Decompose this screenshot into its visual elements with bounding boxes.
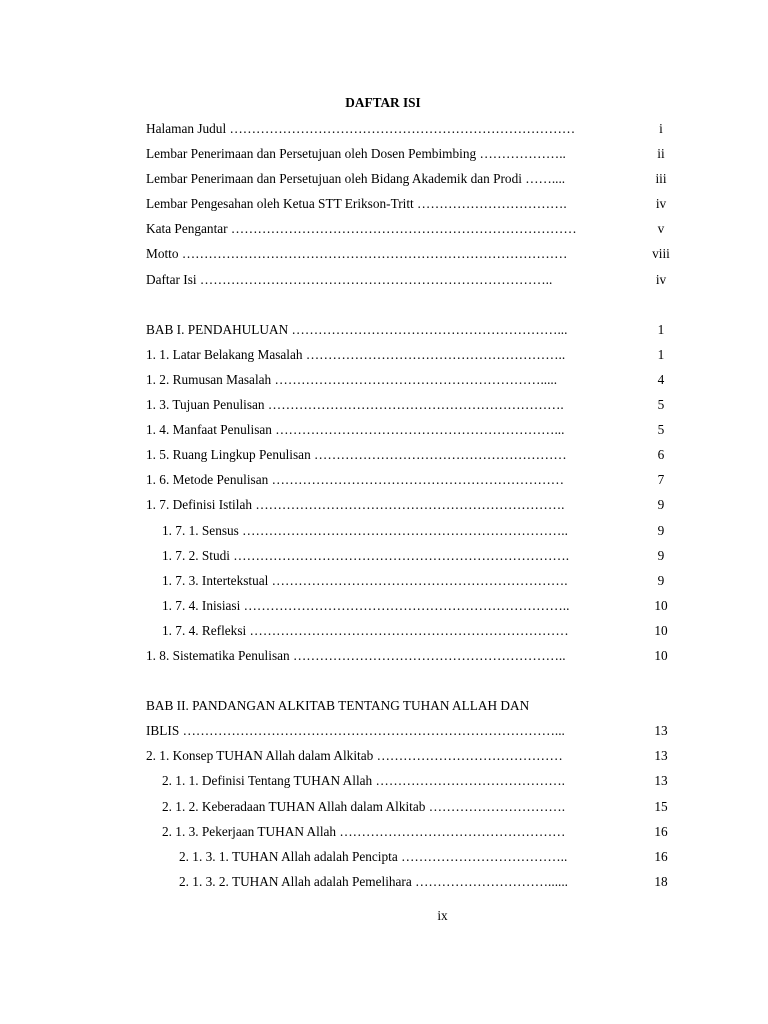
toc-entry-page: 13 [654, 748, 668, 764]
toc-entry [146, 267, 686, 292]
toc-entry-text: 1. 7. 4. Refleksi ……………………………………………………………… [162, 622, 569, 638]
toc-entry-page: 15 [654, 798, 668, 814]
toc-section-bab1 [146, 317, 686, 668]
toc-entry [146, 768, 686, 793]
toc-entry-text: 1. 7. 3. Intertekstual …………………………………………………………. [162, 572, 568, 588]
toc-entry [146, 191, 686, 216]
toc-entry-page: 10 [654, 647, 668, 663]
toc-entry [146, 116, 686, 141]
toc-entry-page: iii [655, 171, 667, 187]
toc-entry-text: 2. 1. 1. Definisi Tentang TUHAN Allah ……………………………………. [162, 773, 566, 789]
toc-entry-page: ii [657, 146, 665, 162]
toc-entry [146, 317, 686, 342]
toc-entry-page: 13 [654, 773, 668, 789]
toc-entry-text: Daftar Isi …………………………………………………………………….. [146, 271, 553, 287]
toc-entry-text: 2. 1. 2. Keberadaan TUHAN Allah dalam Alkitab …………………………. [162, 798, 566, 814]
toc-entry-text: 2. 1. 3. Pekerjaan TUHAN Allah …………………………………………… [162, 823, 566, 839]
toc-section-bab2 [146, 718, 686, 894]
toc-entry-page: 13 [654, 723, 668, 739]
toc-entry [146, 367, 686, 392]
toc-entry-page: 9 [657, 572, 665, 588]
toc-chapter-heading [146, 693, 686, 718]
toc-entry-page: 9 [657, 547, 665, 563]
page-title: DAFTAR ISI [345, 95, 421, 110]
toc-entry-page: 7 [657, 472, 665, 488]
toc-entry [146, 342, 686, 367]
toc-entry-text: Lembar Penerimaan dan Persetujuan oleh Bidang Akademik dan Prodi …….... [146, 171, 566, 187]
toc-entry-page: 5 [657, 397, 665, 413]
toc-entry [146, 518, 686, 543]
toc-entry [146, 643, 686, 668]
toc-entry-text: 1. 2. Rumusan Masalah ……………………………………………………..... [146, 371, 558, 387]
toc-entry-page: 4 [657, 371, 665, 387]
toc-entry-page: viii [652, 246, 670, 262]
toc-entry-page: 9 [657, 497, 665, 513]
toc-entry [146, 618, 686, 643]
toc-entry-page: 6 [657, 447, 665, 463]
toc-entry-text: Halaman Judul …………………………………………………………………… [146, 121, 576, 136]
toc-entry-page: 18 [654, 873, 668, 889]
page-number: ix [437, 908, 448, 923]
toc-entry-page: 10 [654, 622, 668, 638]
toc-entry-text: 1. 7. 1. Sensus ……………………………………………………………….. [162, 522, 568, 538]
toc-entry-text: 1. 7. Definisi Istilah ……………………………………………………………. [146, 497, 565, 513]
toc-entry-text: 1. 5. Ruang Lingkup Penulisan ………………………………………………… [146, 447, 567, 463]
toc-entry-text: 1. 3. Tujuan Penulisan …………………………………………………………. [146, 397, 564, 413]
toc-entry-page: 16 [654, 848, 668, 864]
toc-entry [146, 543, 686, 568]
toc-entry-page: v [657, 221, 665, 237]
toc-entry-text: IBLIS …………………………………………………………………………... [146, 723, 565, 739]
toc-entry-text: BAB I. PENDAHULUAN ……………………………………………………... [146, 321, 568, 337]
toc-entry [146, 718, 686, 743]
section-gap [146, 292, 686, 317]
toc-entry [146, 743, 686, 768]
toc-entry [146, 442, 686, 467]
toc-entry [146, 392, 686, 417]
toc-section-prelim [146, 116, 686, 292]
toc-entry-page: 1 [657, 321, 665, 337]
toc-entry-page: 5 [657, 422, 665, 438]
toc-entry-text: 2. 1. Konsep TUHAN Allah dalam Alkitab …………………………………… [146, 748, 563, 764]
toc-entry-text: 1. 4. Manfaat Penulisan ………………………………………………………... [146, 422, 565, 438]
toc-entry [146, 869, 686, 894]
toc-entry [146, 417, 686, 442]
toc-entry [146, 467, 686, 492]
toc-entry-text: Lembar Penerimaan dan Persetujuan oleh Dosen Pembimbing ……………….. [146, 146, 566, 162]
toc-entry-page: iv [655, 271, 667, 287]
toc-entry [146, 241, 686, 266]
toc-entry [146, 844, 686, 869]
toc-entry [146, 794, 686, 819]
toc-entry-text: Motto …………………………………………………………………………… [146, 246, 568, 262]
toc-entry-page: iv [655, 196, 667, 212]
toc-entry-text: 1. 8. Sistematika Penulisan …………………………………………………….. [146, 647, 566, 663]
toc-entry [146, 216, 686, 241]
toc-entry-text: 1. 6. Metode Penulisan ………………………………………………………… [146, 472, 565, 488]
toc-entry-text: 1. 7. 4. Inisiasi ……………………………………………………………….. [162, 597, 570, 613]
toc-entry-text: BAB II. PANDANGAN ALKITAB TENTANG TUHAN ALLAH DAN [146, 698, 530, 714]
toc-entry-text: 2. 1. 3. 2. TUHAN Allah adalah Pemelihara …………………………...... [179, 873, 569, 889]
table-of-contents [146, 116, 686, 894]
toc-entry-page: i [659, 121, 663, 136]
toc-entry [146, 166, 686, 191]
toc-entry [146, 568, 686, 593]
toc-entry-page: 10 [654, 597, 668, 613]
toc-entry-text: 1. 1. Latar Belakang Masalah ………………………………………………….. [146, 346, 566, 362]
toc-entry-text: Lembar Pengesahan oleh Ketua STT Erikson-Tritt ……………………………. [146, 196, 567, 212]
toc-entry-page: 16 [654, 823, 668, 839]
toc-entry-page: 9 [657, 522, 665, 538]
toc-entry [146, 492, 686, 517]
section-gap [146, 668, 686, 693]
toc-entry-text: 1. 7. 2. Studi …………………………………………………………………. [162, 547, 570, 563]
toc-entry-page: 1 [657, 346, 665, 362]
toc-entry-text: 2. 1. 3. 1. TUHAN Allah adalah Pencipta ……………………………….. [179, 848, 568, 864]
toc-entry-text: Kata Pengantar …………………………………………………………………… [146, 221, 577, 237]
toc-entry [146, 819, 686, 844]
toc-entry [146, 593, 686, 618]
toc-entry [146, 141, 686, 166]
